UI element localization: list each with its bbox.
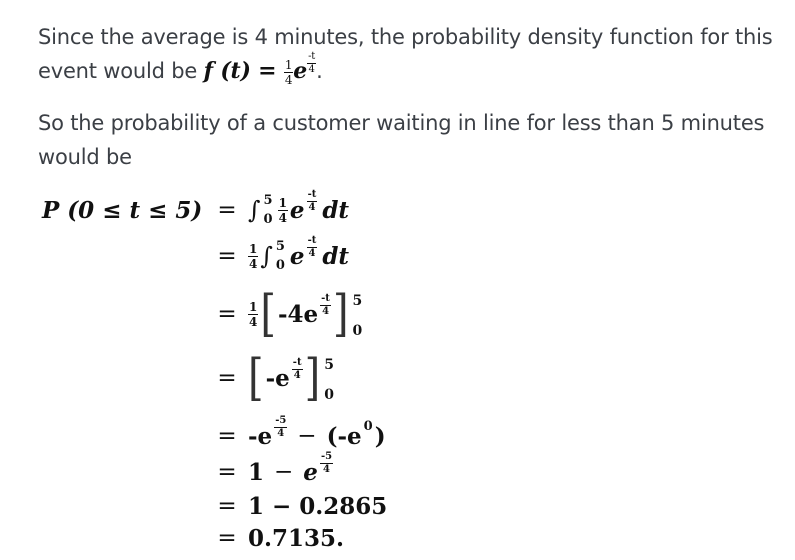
evaluation-limits: 5 0: [324, 357, 334, 403]
intro-text: Since the average is 4 minutes, the probability density function for this event would be: [38, 25, 773, 83]
left-bracket: [: [248, 349, 264, 407]
row-1-rhs: ∫ 5 0 $\frac{1}{4}$ e $\frac{-t}{4}$ dt: [248, 188, 350, 227]
equals-sign: =: [217, 525, 237, 551]
exponent-fraction: $\frac{-t}{4}$: [307, 188, 317, 213]
coefficient-fraction: $\frac{1}{4}$: [249, 299, 258, 329]
integral-sign: ∫: [248, 196, 261, 224]
pdf-base: e: [293, 58, 308, 84]
exponent-fraction: $\frac{-5}{4}$: [275, 414, 287, 439]
equals-sign: =: [217, 459, 237, 485]
row-2-rhs: $\frac{1}{4}$ ∫ 5 0 e $\frac{-t}{4}$ dt: [249, 234, 350, 273]
probability-expression: P (0 ≤ t ≤ 5): [42, 196, 203, 224]
intro-paragraph: [38, 20, 783, 89]
left-bracket: [: [260, 285, 276, 343]
pdf-coefficient: $\frac{1}{4}$: [284, 57, 293, 87]
equals-sign: =: [217, 493, 237, 519]
exponent-fraction: $\frac{-5}{4}$: [320, 450, 333, 475]
row-4-rhs: [248, 349, 334, 407]
equals-sign: =: [217, 423, 237, 449]
differential: dt: [322, 196, 350, 224]
differential: dt: [322, 242, 350, 270]
row-3-rhs: [248, 285, 363, 343]
final-answer: 0.7135.: [248, 524, 345, 552]
right-bracket: ]: [332, 285, 349, 343]
pdf-exponent: $\frac{-t}{4}$: [308, 50, 316, 75]
equals-sign: =: [217, 243, 237, 269]
exponent-fraction: $\frac{-t}{4}$: [321, 292, 330, 317]
exponent-fraction: $\frac{-t}{4}$: [292, 356, 302, 381]
equals-sign: =: [217, 365, 237, 391]
antiderivative: -4e: [277, 300, 319, 328]
pdf-lhs: f (t) =: [203, 58, 284, 84]
integral-sign: ∫: [260, 242, 273, 270]
right-bracket: ]: [304, 349, 321, 407]
equals-sign: =: [217, 197, 237, 223]
antiderivative: -e: [265, 364, 290, 392]
row-7-rhs: 1 − 0.2865: [248, 492, 388, 520]
evaluation-limits: 5 0: [352, 293, 363, 339]
lead-paragraph: So the probability of a customer waiting in line for less than 5 minutes would be: [38, 111, 765, 169]
coefficient-fraction: $\frac{1}{4}$: [249, 241, 258, 271]
pdf-formula: [203, 50, 317, 87]
integral-limits: 5 0: [263, 193, 273, 227]
integral-limits: 5 0: [275, 239, 285, 273]
coefficient-fraction: $\frac{1}{4}$: [278, 195, 287, 225]
row-6-rhs: 1 − e $\frac{-5}{4}$: [248, 450, 333, 486]
exponent-fraction: $\frac{-t}{4}$: [307, 234, 317, 259]
equals-sign: =: [217, 301, 237, 327]
row-5-rhs: -e $\frac{-5}{4}$ − (-e 0 ): [248, 414, 386, 450]
intro-end: .: [316, 59, 323, 83]
